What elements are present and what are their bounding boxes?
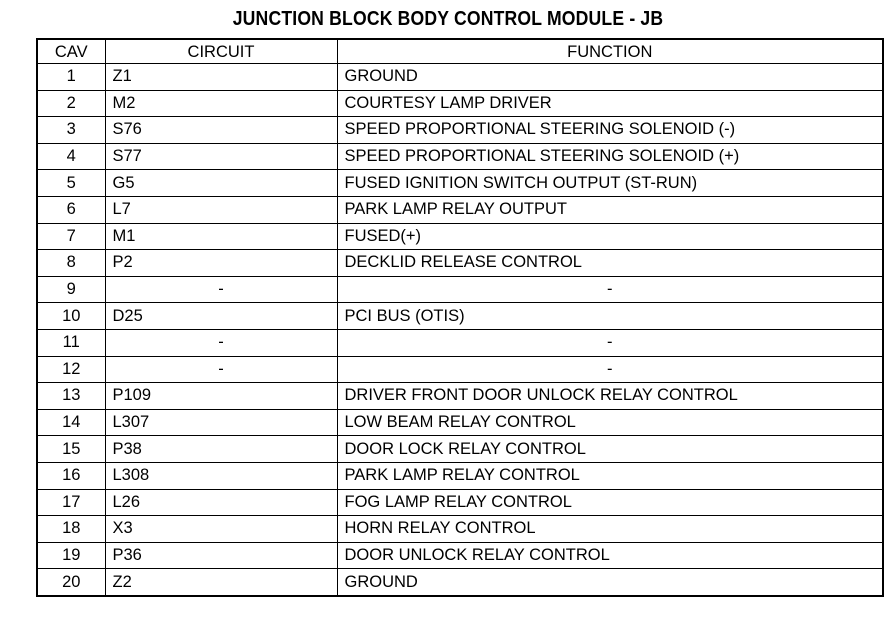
circuit-cell: L307 bbox=[105, 409, 337, 436]
function-cell: GROUND bbox=[337, 569, 883, 596]
cav-cell: 4 bbox=[37, 143, 105, 170]
table-row bbox=[37, 436, 883, 463]
function-cell: FOG LAMP RELAY CONTROL bbox=[337, 489, 883, 516]
cav-cell: 18 bbox=[37, 516, 105, 543]
table-row bbox=[37, 516, 883, 543]
table-row bbox=[37, 462, 883, 489]
cav-cell: 8 bbox=[37, 250, 105, 277]
cav-cell: 17 bbox=[37, 489, 105, 516]
function-cell: GROUND bbox=[337, 64, 883, 91]
function-cell: PARK LAMP RELAY CONTROL bbox=[337, 462, 883, 489]
function-cell: DECKLID RELEASE CONTROL bbox=[337, 250, 883, 277]
table-row bbox=[37, 64, 883, 91]
circuit-cell: L308 bbox=[105, 462, 337, 489]
table-row bbox=[37, 383, 883, 410]
circuit-cell: - bbox=[105, 356, 337, 383]
circuit-cell: Z2 bbox=[105, 569, 337, 596]
function-cell: PCI BUS (OTIS) bbox=[337, 303, 883, 330]
function-cell: SPEED PROPORTIONAL STEERING SOLENOID (+) bbox=[337, 143, 883, 170]
cav-cell: 5 bbox=[37, 170, 105, 197]
cav-cell: 3 bbox=[37, 117, 105, 144]
cav-cell: 1 bbox=[37, 64, 105, 91]
table-row bbox=[37, 356, 883, 383]
function-cell: - bbox=[337, 329, 883, 356]
table-row bbox=[37, 276, 883, 303]
function-cell: LOW BEAM RELAY CONTROL bbox=[337, 409, 883, 436]
circuit-cell: - bbox=[105, 329, 337, 356]
cav-cell: 14 bbox=[37, 409, 105, 436]
circuit-cell: S77 bbox=[105, 143, 337, 170]
cav-cell: 11 bbox=[37, 329, 105, 356]
column-header-function: FUNCTION bbox=[337, 39, 883, 64]
cav-cell: 13 bbox=[37, 383, 105, 410]
table-row bbox=[37, 250, 883, 277]
cav-cell: 2 bbox=[37, 90, 105, 117]
table-row bbox=[37, 303, 883, 330]
cav-cell: 15 bbox=[37, 436, 105, 463]
circuit-cell: D25 bbox=[105, 303, 337, 330]
table-row bbox=[37, 196, 883, 223]
table-row bbox=[37, 143, 883, 170]
table-row bbox=[37, 117, 883, 144]
table-row bbox=[37, 90, 883, 117]
circuit-cell: - bbox=[105, 276, 337, 303]
circuit-cell: X3 bbox=[105, 516, 337, 543]
cav-cell: 20 bbox=[37, 569, 105, 596]
function-cell: DRIVER FRONT DOOR UNLOCK RELAY CONTROL bbox=[337, 383, 883, 410]
cav-cell: 7 bbox=[37, 223, 105, 250]
circuit-cell: M1 bbox=[105, 223, 337, 250]
column-header-cav: CAV bbox=[37, 39, 105, 64]
function-cell: - bbox=[337, 276, 883, 303]
circuit-cell: P109 bbox=[105, 383, 337, 410]
circuit-cell: L7 bbox=[105, 196, 337, 223]
table-row bbox=[37, 409, 883, 436]
table-row bbox=[37, 223, 883, 250]
page-title: JUNCTION BLOCK BODY CONTROL MODULE - JB bbox=[232, 8, 664, 30]
function-cell: SPEED PROPORTIONAL STEERING SOLENOID (-) bbox=[337, 117, 883, 144]
table-row bbox=[37, 170, 883, 197]
cav-cell: 6 bbox=[37, 196, 105, 223]
table-row bbox=[37, 569, 883, 596]
circuit-cell: S76 bbox=[105, 117, 337, 144]
function-cell: HORN RELAY CONTROL bbox=[337, 516, 883, 543]
function-cell: COURTESY LAMP DRIVER bbox=[337, 90, 883, 117]
column-header-circuit: CIRCUIT bbox=[105, 39, 337, 64]
circuit-cell: P2 bbox=[105, 250, 337, 277]
connector-pinout-table bbox=[36, 38, 884, 597]
cav-cell: 9 bbox=[37, 276, 105, 303]
circuit-cell: L26 bbox=[105, 489, 337, 516]
circuit-cell: G5 bbox=[105, 170, 337, 197]
function-cell: FUSED(+) bbox=[337, 223, 883, 250]
cav-cell: 12 bbox=[37, 356, 105, 383]
function-cell: PARK LAMP RELAY OUTPUT bbox=[337, 196, 883, 223]
table-row bbox=[37, 489, 883, 516]
cav-cell: 16 bbox=[37, 462, 105, 489]
circuit-cell: M2 bbox=[105, 90, 337, 117]
function-cell: - bbox=[337, 356, 883, 383]
table-header-row bbox=[37, 39, 883, 64]
circuit-cell: Z1 bbox=[105, 64, 337, 91]
function-cell: DOOR UNLOCK RELAY CONTROL bbox=[337, 542, 883, 569]
circuit-cell: P38 bbox=[105, 436, 337, 463]
function-cell: FUSED IGNITION SWITCH OUTPUT (ST-RUN) bbox=[337, 170, 883, 197]
cav-cell: 19 bbox=[37, 542, 105, 569]
cav-cell: 10 bbox=[37, 303, 105, 330]
table-row bbox=[37, 329, 883, 356]
circuit-cell: P36 bbox=[105, 542, 337, 569]
table-row bbox=[37, 542, 883, 569]
function-cell: DOOR LOCK RELAY CONTROL bbox=[337, 436, 883, 463]
table-body bbox=[37, 64, 883, 596]
